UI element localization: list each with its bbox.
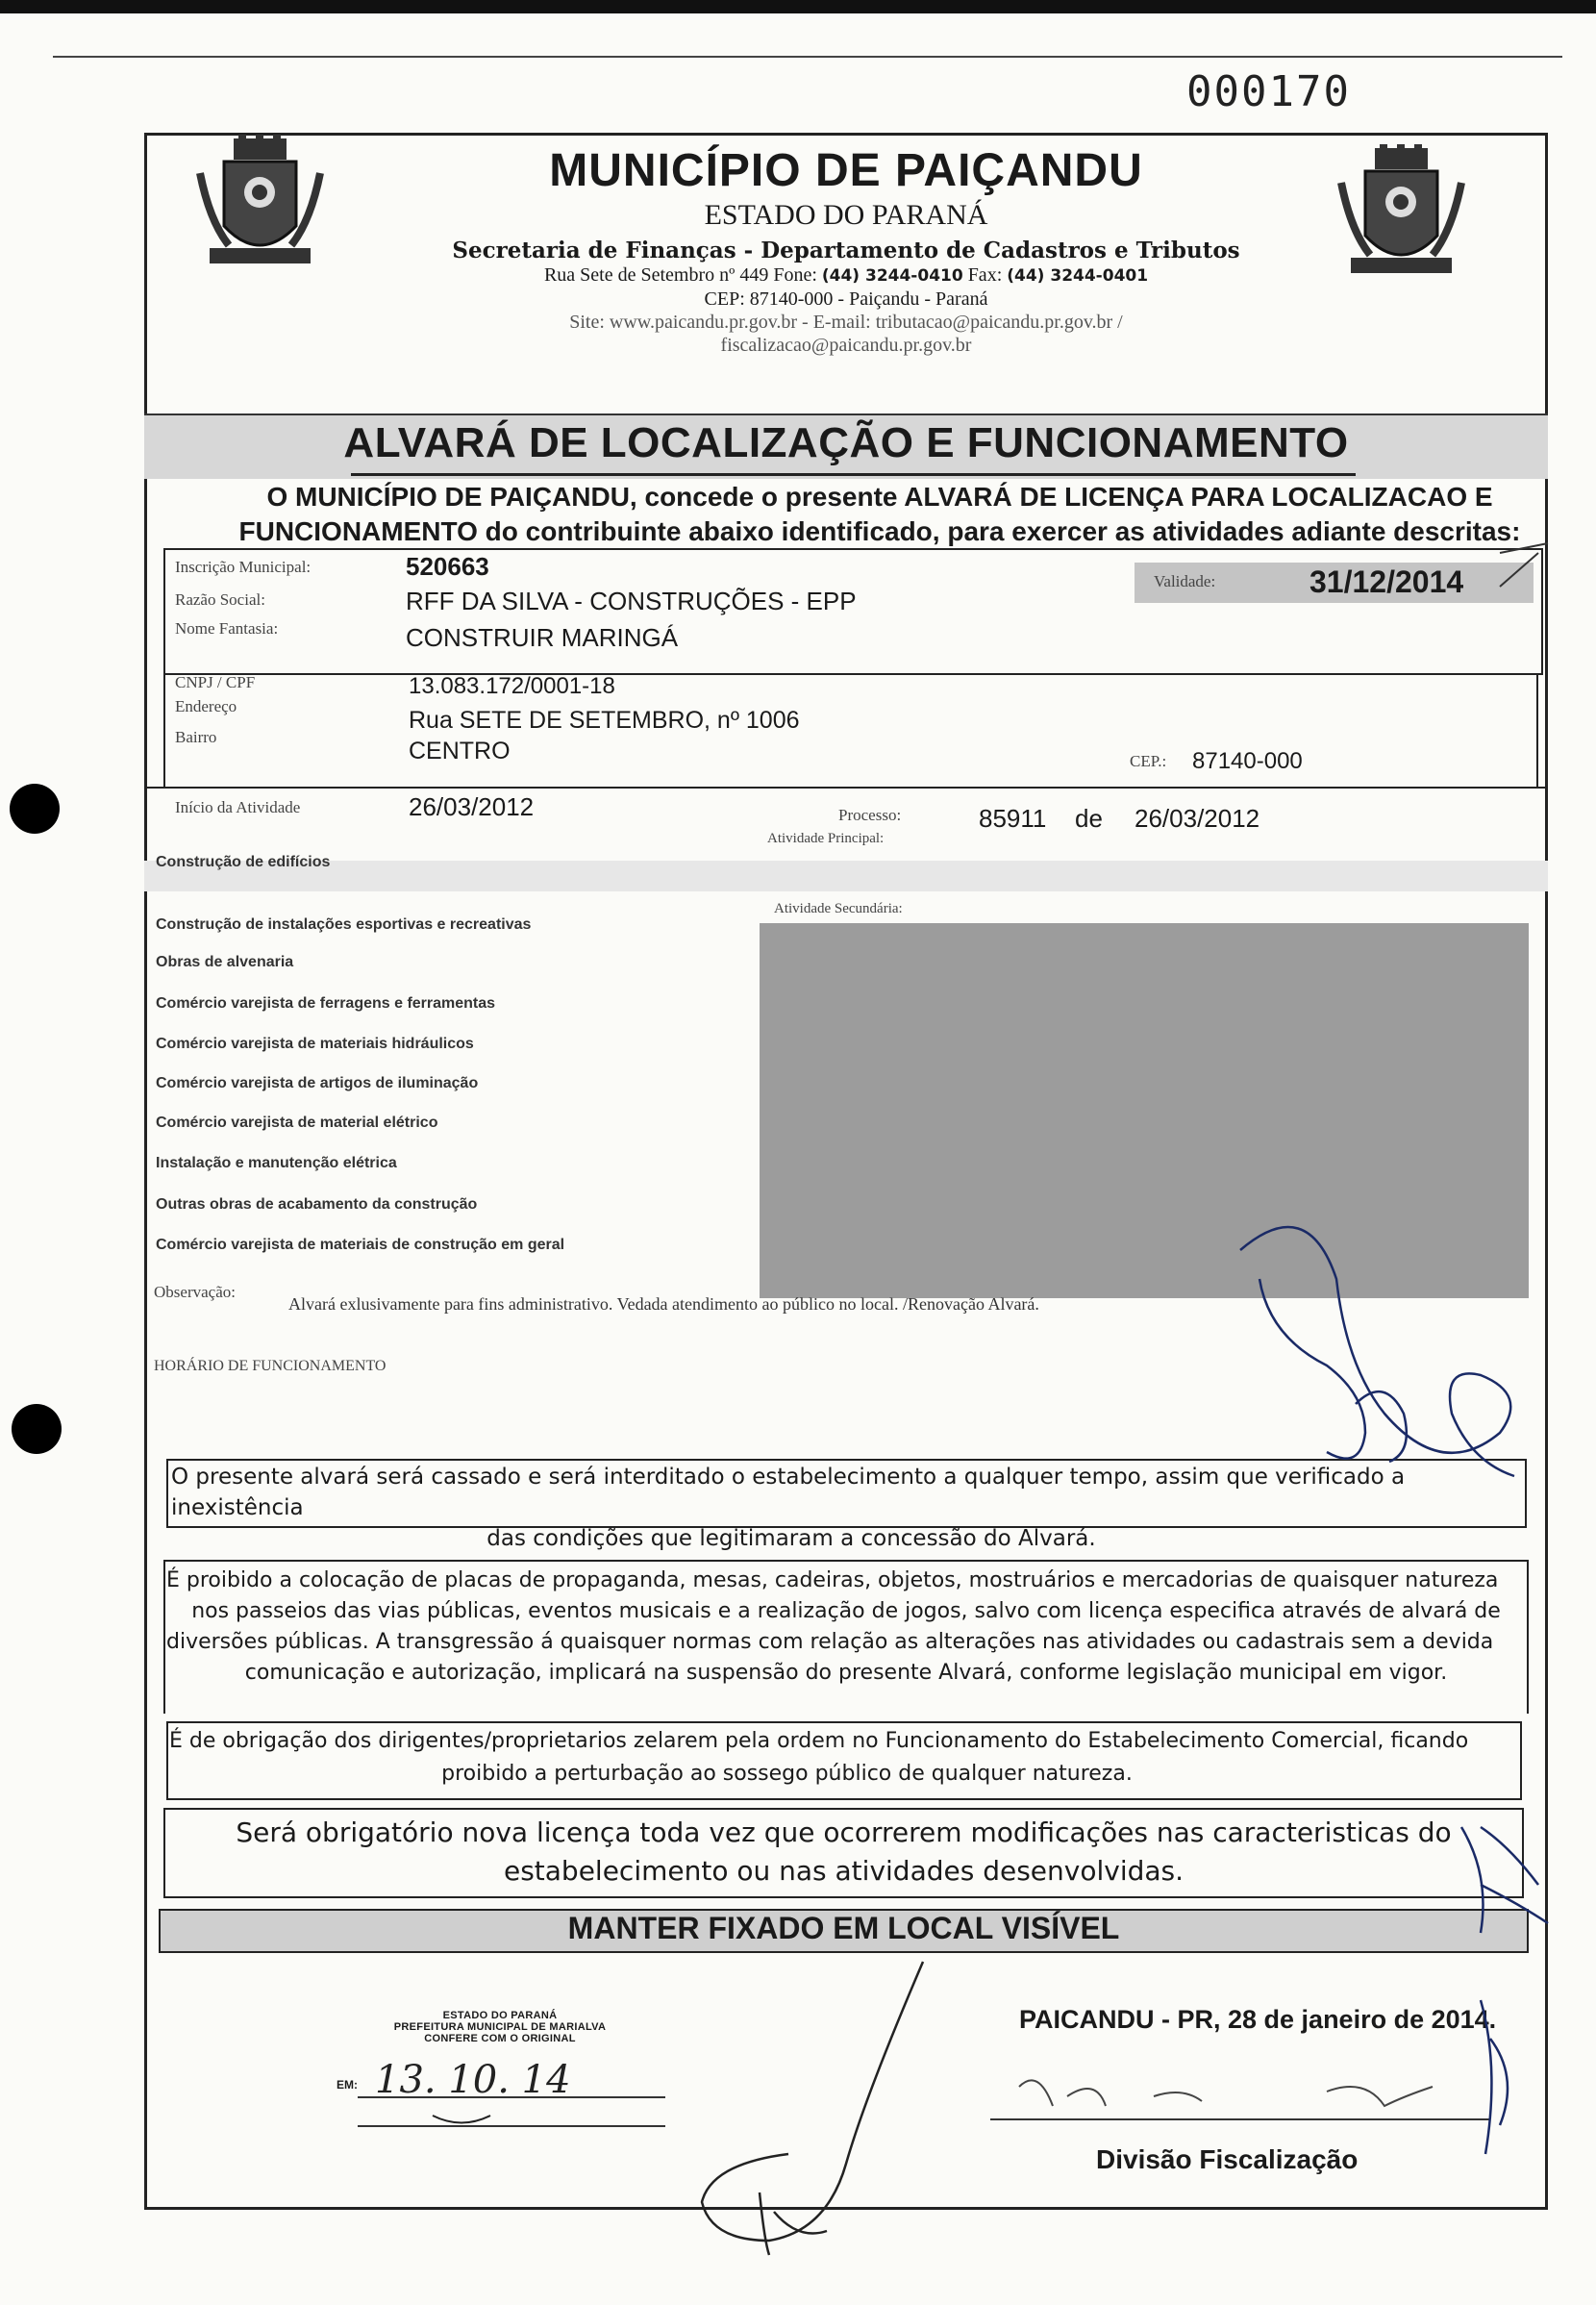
phone: (44) 3244-0410: [821, 266, 963, 286]
email-line: fiscalizacao@paicandu.pr.gov.br: [720, 335, 972, 356]
inicio-label: Início da Atividade: [175, 798, 301, 816]
fax: (44) 3244-0401: [1007, 266, 1149, 286]
inscricao-value: 520663: [406, 552, 489, 581]
intro-line-1: O MUNICÍPIO DE PAIÇANDU, concede o presente ALVARÁ DE LICENÇA PARA LOCALIZACAO E: [266, 482, 1493, 512]
cep-label: CEP.:: [1130, 752, 1167, 770]
secondary-activity: Comércio varejista de ferragens e ferramentas: [156, 995, 496, 1012]
secondary-activity: Comércio varejista de artigos de iluminação: [156, 1075, 479, 1091]
notice-3-line-2: proibido a perturbação ao sossego público de qualquer natureza.: [441, 1762, 1133, 1786]
fantasia-value: CONSTRUIR MARINGÁ: [406, 623, 679, 652]
horario-label: HORÁRIO DE FUNCIONAMENTO: [154, 1358, 387, 1374]
notice-3-line-1: É de obrigação dos dirigentes/proprietarios zelarem pela ordem no Funcionamento do Estabelecimento Comercial, ficando: [169, 1729, 1469, 1753]
notice-4-line-1: Será obrigatório nova licença toda vez que ocorrerem modificações nas caracteristicas do: [236, 1816, 1452, 1848]
cnpj-value: 13.083.172/0001-18: [409, 673, 615, 699]
notice-2-line-4: comunicação e autorização, implicará na suspensão do presente Alvará, conforme legislação municipal em vigor.: [244, 1661, 1448, 1685]
processo-value: 85911: [979, 804, 1047, 833]
stamp-line-3: CONFERE COM O ORIGINAL: [424, 2033, 576, 2044]
processo-de: de: [1075, 804, 1103, 833]
validity-check-mark: [1500, 543, 1548, 587]
secundaria-label: Atividade Secundária:: [774, 901, 903, 916]
keep-visible-banner: MANTER FIXADO EM LOCAL VISÍVEL: [567, 1911, 1120, 1945]
signature-above-line: [1019, 2080, 1433, 2106]
state-name: ESTADO DO PARANÁ: [704, 199, 988, 231]
fantasia-label: Nome Fantasia:: [175, 619, 279, 638]
fax-label: Fax:: [967, 264, 1003, 286]
principal-label: Atividade Principal:: [767, 831, 885, 846]
document-number: 000170: [1186, 67, 1351, 116]
notice-1-line-1: O presente alvará será cassado e será interditado o estabelecimento a qualquer tempo, assim que verificado a inexistência: [171, 1465, 1406, 1520]
observacao-label: Observação:: [154, 1283, 236, 1301]
address-prefix: Rua Sete de Setembro nº 449 Fone:: [543, 264, 817, 286]
place-date: PAICANDU - PR, 28 de janeiro de 2014.: [1019, 2005, 1497, 2034]
notice-2-line-2: nos passeios das vias públicas, eventos musicais e a realização de jogos, salvo com licença especifica através de alvará de: [191, 1599, 1501, 1623]
bairro-value: CENTRO: [409, 738, 511, 764]
validade-label: Validade:: [1154, 572, 1216, 590]
processo-label: Processo:: [838, 806, 902, 824]
stamp-em-label: EM:: [337, 2078, 358, 2092]
intro-line-2: FUNCIONAMENTO do contribuinte abaixo identificado, para exercer as atividades adiante descritas:: [238, 516, 1521, 546]
secondary-activity: Comércio varejista de materiais hidráulicos: [156, 1036, 474, 1052]
bairro-label: Bairro: [175, 728, 217, 746]
razao-value: RFF DA SILVA - CONSTRUÇÕES - EPP: [406, 587, 857, 615]
secretariat: Secretaria de Finanças - Departamento de Cadastros e Tributos: [452, 238, 1240, 263]
stamp-handwritten-date: 13. 10. 14: [375, 2058, 571, 2102]
notice-2-line-3: diversões públicas. A transgressão á quaisquer normas com relação as alterações nas atividades ou cadastrais sem a devida: [166, 1630, 1494, 1654]
notice-1-line-2: das condições que legitimaram a concessão do Alvará.: [486, 1526, 1096, 1551]
inicio-value: 26/03/2012: [409, 792, 535, 821]
inscricao-label: Inscrição Municipal:: [175, 558, 312, 576]
cnpj-label: CNPJ / CPF: [175, 673, 256, 691]
secondary-activity: Comércio varejista de material elétrico: [156, 1115, 438, 1131]
document-title: ALVARÁ DE LOCALIZAÇÃO E FUNCIONAMENTO: [343, 419, 1349, 466]
municipality-name: MUNICÍPIO DE PAIÇANDU: [549, 145, 1143, 196]
signature-bottom: [702, 1962, 923, 2255]
stamp-line-2: PREFEITURA MUNICIPAL DE MARIALVA: [393, 2021, 607, 2033]
validade-value: 31/12/2014: [1309, 564, 1464, 599]
secondary-activity: Instalação e manutenção elétrica: [156, 1155, 397, 1171]
stamp-initials-mark: [433, 2116, 490, 2123]
principal-value: Construção de edifícios: [156, 854, 331, 870]
notice-4-line-2: estabelecimento ou nas atividades desenvolvidas.: [503, 1855, 1185, 1887]
site-line: Site: www.paicandu.pr.gov.br - E-mail: tributacao@paicandu.pr.gov.br /: [569, 312, 1123, 333]
observacao-value: Alvará exlusivamente para fins administrativo. Vedada atendimento ao público no local. /Renovação Alvará.: [288, 1294, 1039, 1314]
stamp-line-1: ESTADO DO PARANÁ: [442, 2010, 558, 2021]
razao-label: Razão Social:: [175, 590, 265, 609]
cep-value: 87140-000: [1192, 748, 1303, 774]
secondary-activity: Obras de alvenaria: [156, 954, 294, 970]
processo-date: 26/03/2012: [1135, 804, 1260, 833]
secondary-activity: Construção de instalações esportivas e recreativas: [156, 916, 532, 933]
endereco-label: Endereço: [175, 697, 237, 715]
notice-2-line-1: É proibido a colocação de placas de propaganda, mesas, cadeiras, objetos, mostruários e mercadorias de quaisquer natureza: [166, 1568, 1499, 1592]
division-name: Divisão Fiscalização: [1096, 2144, 1359, 2174]
signature-scribble-right: [1240, 1227, 1548, 2154]
secondary-activity: Outras obras de acabamento da construção: [156, 1196, 478, 1213]
cep-line: CEP: 87140-000 - Paiçandu - Paraná: [704, 288, 988, 310]
endereco-value: Rua SETE DE SETEMBRO, nº 1006: [409, 707, 800, 734]
secondary-activity: Comércio varejista de materiais de construção em geral: [156, 1237, 565, 1253]
